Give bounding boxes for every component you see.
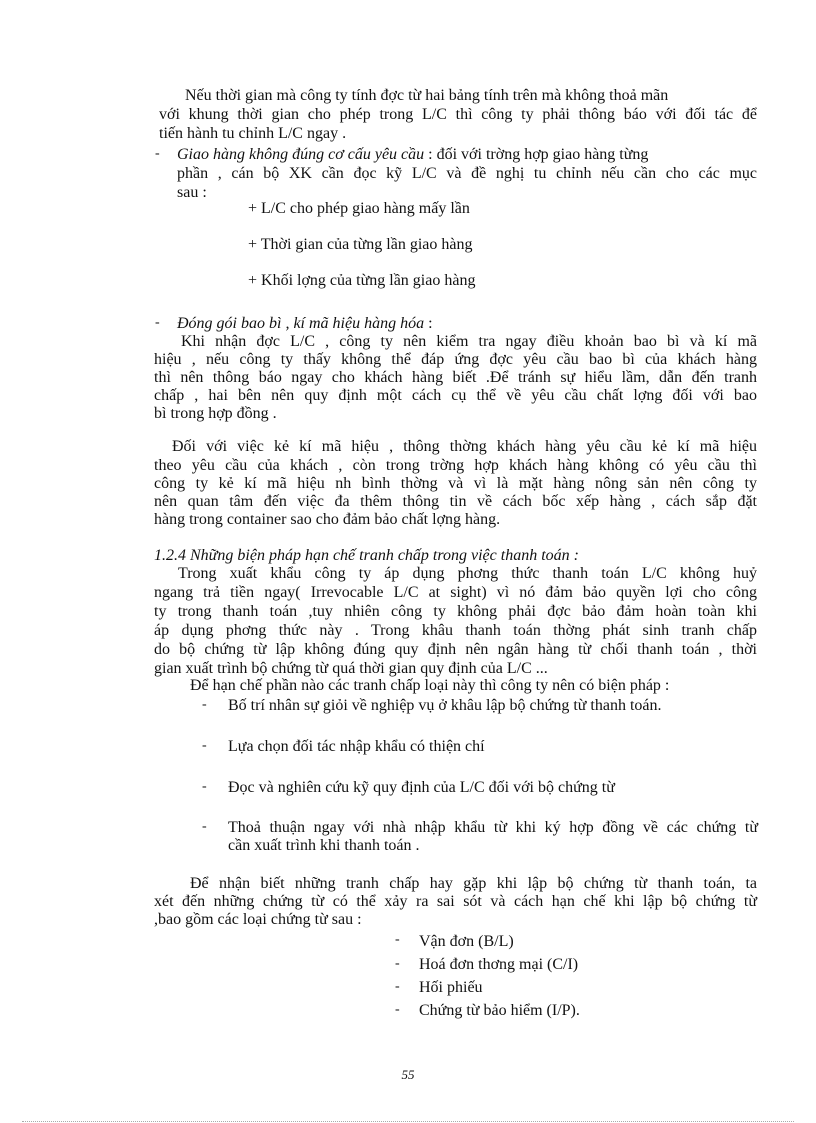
paragraph-line: thì nên thông báo ngay cho khách hàng biết .Để tránh sự hiểu lầm, dẫn đến tranh	[154, 369, 757, 386]
bullet-line: sau :	[177, 184, 207, 201]
paragraph-line: hàng trong container sao cho đảm bảo chất lợng hàng.	[154, 511, 501, 528]
paragraph-line: nên quan tâm đến việc đa thêm thông tin về cách bốc xếp hàng , cách sắp đặt	[154, 493, 757, 510]
bullet-line	[177, 314, 433, 333]
paragraph-line: theo yêu cầu của khách , còn trong trờng hợp khách hàng không có yêu cầu thì	[154, 457, 757, 474]
bullet-dash: -	[202, 738, 207, 753]
bullet-text: : đối với trờng hợp giao hàng từng	[424, 146, 649, 163]
document-item: Chứng từ bảo hiểm (I/P).	[419, 1002, 580, 1019]
bullet-dash: -	[155, 315, 160, 330]
document-item: Hối phiếu	[419, 979, 483, 996]
paragraph-line: gian xuất trình bộ chứng từ quá thời gian quy định của L/C ...	[154, 660, 548, 677]
bullet-dash: -	[155, 146, 160, 161]
paragraph-line: xét đến những chứng từ có thể xảy ra sai sót và cách hạn chế khi lập bộ chứng từ	[154, 893, 757, 910]
paragraph-line: Nếu thời gian mà công ty tính đợc từ hai bảng tính trên mà không thoả mãn	[185, 87, 669, 104]
plus-item: + Khối lợng của từng lần giao hàng	[248, 272, 476, 289]
paragraph-line: ,bao gồm các loại chứng từ sau :	[154, 911, 362, 928]
bullet-dash: -	[202, 819, 207, 834]
document-item: Vận đơn (B/L)	[419, 933, 514, 950]
paragraph-line: ty trong thanh toán ,tuy nhiên công ty không phải đợc bảo đảm hoàn toàn khi	[154, 603, 757, 620]
document-item: Hoá đơn thơng mại (C/I)	[419, 956, 579, 973]
section-heading: 1.2.4 Những biện pháp hạn chế tranh chấp trong việc thanh toán :	[154, 547, 579, 564]
measure-item: Đọc và nghiên cứu kỹ quy định của L/C đối với bộ chứng từ	[228, 779, 615, 796]
paragraph-line: áp dụng phơng thức này . Trong khâu thanh toán thờng phát sinh tranh chấp	[154, 622, 757, 639]
footer-divider	[22, 1121, 794, 1122]
bullet-dash: -	[395, 932, 400, 947]
paragraph-line: với khung thời gian cho phép trong L/C thì công ty phải thông báo với đối tác để	[159, 106, 757, 123]
paragraph-line: do bộ chứng từ lập không đúng quy định nên ngân hàng từ chối thanh toán , thời	[154, 641, 757, 658]
bullet-dash: -	[395, 979, 400, 994]
paragraph-line: Trong xuất khẩu công ty áp dụng phơng thức thanh toán L/C không huỷ	[178, 565, 757, 582]
bullet-text: :	[424, 315, 433, 332]
bullet-line	[177, 145, 648, 164]
bullet-dash: -	[395, 1002, 400, 1017]
paragraph-line: công ty kẻ kí mã hiệu nh bình thờng và vì là mặt hàng nông sản nên công ty	[154, 475, 757, 492]
paragraph-line: ngang trả tiền ngay( Irrevocable L/C at sight) vì nó đảm bảo quyền lợi cho công	[154, 584, 757, 601]
measure-item: Thoả thuận ngay với nhà nhập khẩu từ khi ký hợp đồng về các chứng từ	[228, 819, 758, 836]
bullet-title: Đóng gói bao bì , kí mã hiệu hàng hóa	[177, 315, 425, 332]
measure-item: cần xuất trình khi thanh toán .	[228, 837, 420, 854]
paragraph-line: Để hạn chế phần nào các tranh chấp loại này thì công ty nên có biện pháp :	[190, 677, 670, 694]
bullet-line: phần , cán bộ XK cần đọc kỹ L/C và đề nghị tu chỉnh nếu cần cho các mục	[177, 165, 757, 182]
bullet-dash: -	[202, 697, 207, 712]
measure-item: Lựa chọn đối tác nhập khẩu có thiện chí	[228, 738, 485, 755]
page-number: 55	[401, 1067, 415, 1082]
plus-item: + L/C cho phép giao hàng mấy lần	[248, 200, 470, 217]
paragraph-line: tiến hành tu chỉnh L/C ngay .	[159, 125, 347, 142]
bullet-dash: -	[395, 956, 400, 971]
paragraph-line: chấp , hai bên nên quy định một cách cụ thể về yêu cầu chất lợng đối với bao	[154, 387, 757, 404]
bullet-title: Giao hàng không đúng cơ cấu yêu cầu	[177, 146, 425, 163]
paragraph-line: Đối với việc kẻ kí mã hiệu , thông thờng khách hàng yêu cầu kẻ kí mã hiệu	[172, 438, 757, 455]
bullet-dash: -	[202, 779, 207, 794]
measure-item: Bố trí nhân sự giỏi về nghiệp vụ ở khâu lập bộ chứng từ thanh toán.	[228, 697, 662, 714]
paragraph-line: Để nhận biết những tranh chấp hay gặp khi lập bộ chứng từ thanh toán, ta	[190, 875, 757, 892]
paragraph-line: hiệu , nếu công ty thấy không thể đáp ứng đợc yêu cầu bao bì của khách hàng	[154, 351, 757, 368]
paragraph-line: Khi nhận đợc L/C , công ty nên kiểm tra ngay điều khoản bao bì và kí mã	[181, 333, 757, 350]
plus-item: + Thời gian của từng lần giao hàng	[248, 236, 473, 253]
paragraph-line: bì trong hợp đồng .	[154, 405, 277, 422]
